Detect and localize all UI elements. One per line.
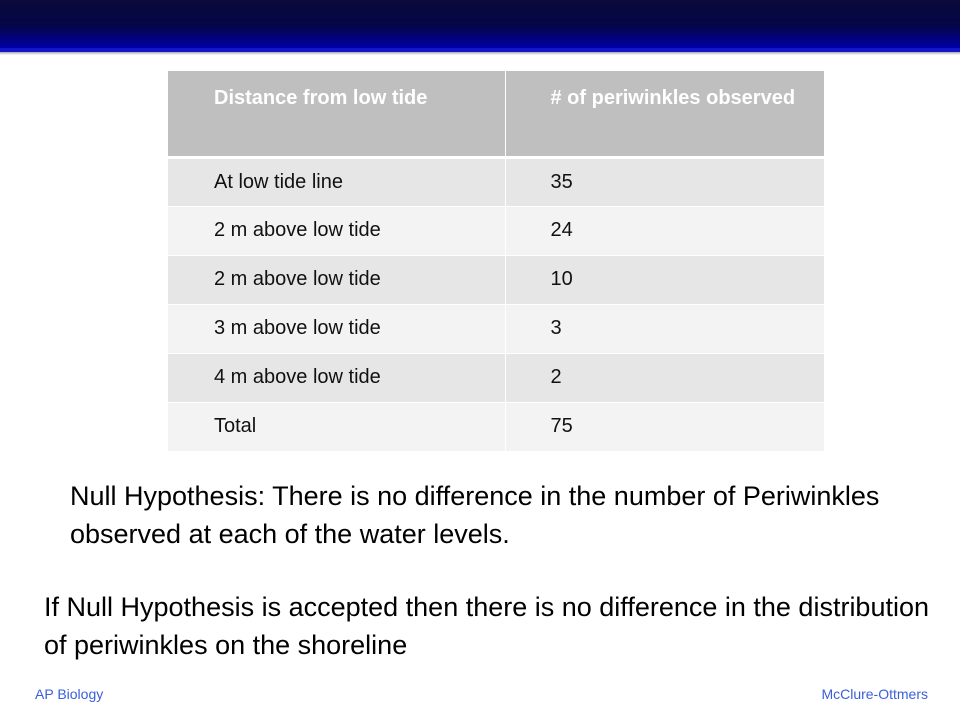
null-hypothesis-text: Null Hypothesis: There is no difference in the number of Periwinkles observed at each of the water levels. — [70, 481, 880, 549]
total-count-cell: 75 — [505, 402, 824, 451]
count-cell: 2 — [505, 353, 824, 402]
distance-cell: 2 m above low tide — [168, 255, 505, 304]
count-cell: 10 — [505, 255, 824, 304]
title-bar-shadow — [0, 52, 960, 55]
if-accepted-text: If Null Hypothesis is accepted then there is no difference in the distribution of periwinkles on the shoreline — [44, 592, 930, 660]
table-row — [168, 206, 824, 255]
table-row-total — [168, 402, 824, 451]
count-cell: 3 — [505, 304, 824, 353]
table-row — [168, 304, 824, 353]
footer-author-label: McClure-Ottmers — [821, 686, 928, 702]
distance-cell: At low tide line — [168, 157, 505, 206]
column-header-count: # of periwinkles observed — [505, 71, 824, 157]
title-bar — [0, 0, 960, 52]
periwinkle-table — [168, 71, 824, 451]
table-row — [168, 353, 824, 402]
table-row — [168, 157, 824, 206]
distance-cell: 4 m above low tide — [168, 353, 505, 402]
count-cell: 35 — [505, 157, 824, 206]
column-header-distance: Distance from low tide — [168, 71, 505, 157]
distance-cell: 2 m above low tide — [168, 206, 505, 255]
footer-course-label: AP Biology — [35, 686, 104, 702]
count-cell: 24 — [505, 206, 824, 255]
distance-cell: 3 m above low tide — [168, 304, 505, 353]
table-row — [168, 255, 824, 304]
total-label-cell: Total — [168, 402, 505, 451]
table-header-row — [168, 71, 824, 157]
